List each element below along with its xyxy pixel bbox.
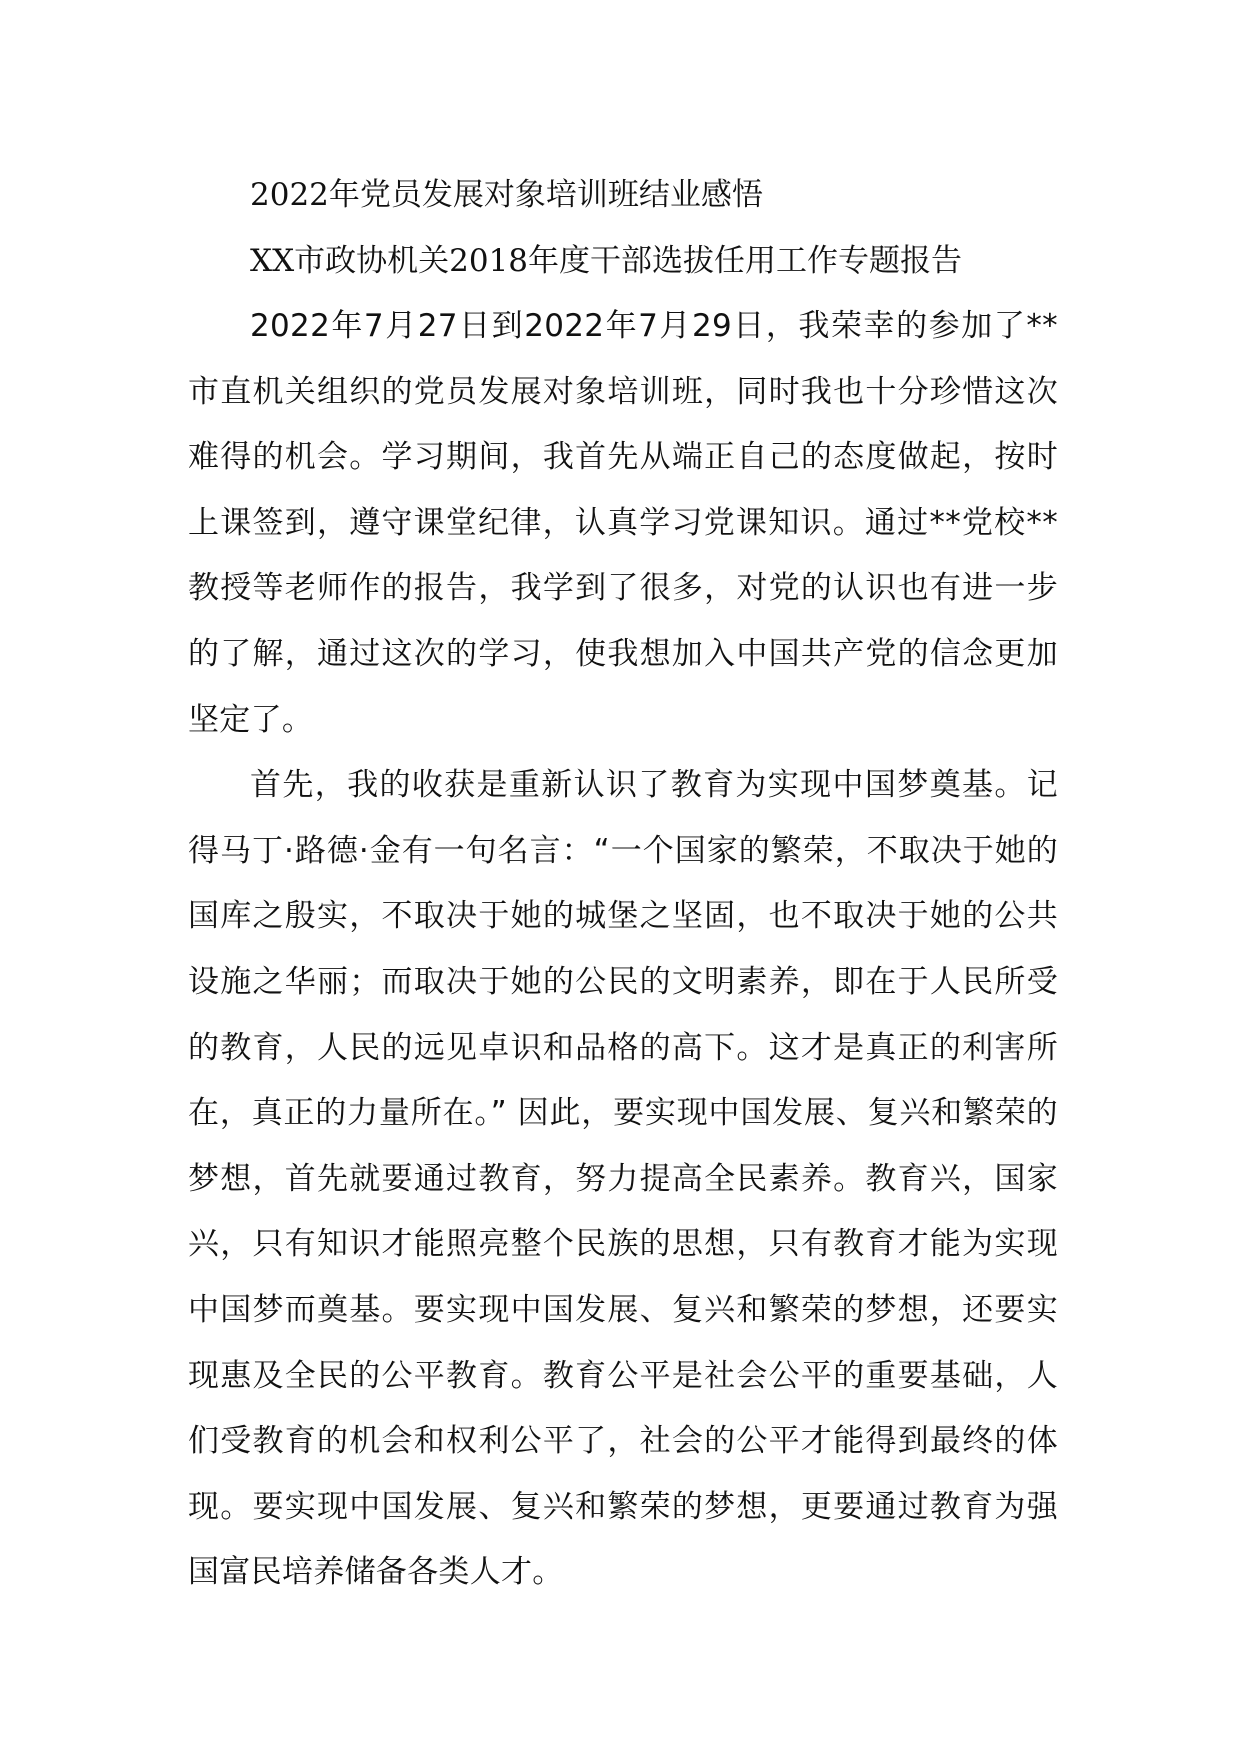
paragraph-1: 2022年7月27日到2022年7月29日，我荣幸的参加了**市直机关组织的党员发展对象培训班，同时我也十分珍惜这次难得的机会。学习期间，我首先从端正自己的态度做起，按时上课签到，遵守课堂纪律，认真学习党课知识。通过**党校**教授等老师作的报告，我学到了很多，对党的认识也有进一步的了解，通过这次的学习，使我想加入中国共产党的信念更加坚定了。 [188,308,1058,738]
document-body [188,162,1058,1606]
document-title-line-2: XX市政协机关2018年度干部选拔任用工作专题报告 [250,243,963,279]
document-title-line-1: 2022年党员发展对象培训班结业感悟 [250,177,763,213]
paragraph-2: 首先，我的收获是重新认识了教育为实现中国梦奠基。记得马丁·路德·金有一句名言：“一个国家的繁荣，不取决于她的国库之殷实，不取决于她的城堡之坚固，也不取决于她的公共设施之华丽；而取决于她的公民的文明素养，即在于人民所受的教育，人民的远见卓识和品格的高下。这才是真正的利害所在，真正的力量所在。” 因此，要实现中国发展、复兴和繁荣的梦想，首先就要通过教育，努力提高全民素养。教育兴，国家兴，只有知识才能照亮整个民族的思想，只有教育才能为实现中国梦而奠基。要实现中国发展、复兴和繁荣的梦想，还要实现惠及全民的公平教育。教育公平是社会公平的重要基础，人们受教育的机会和权利公平了，社会的公平才能得到最终的体现。要实现中国发展、复兴和繁荣的梦想，更要通过教育为强国富民培养储备各类人才。 [188,767,1058,1591]
